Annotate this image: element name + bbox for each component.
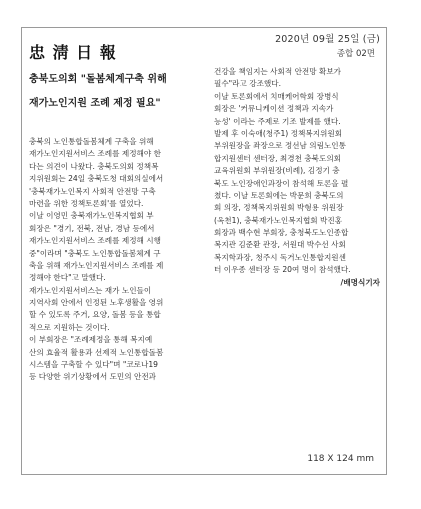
body-line: 부위원장을 좌장으로 정선남 의림노인통 bbox=[214, 141, 346, 151]
body-line: 쳤다. 이날 토론회에는 박문희 충북도의 bbox=[214, 190, 344, 200]
body-line: 중"이라며 "충북도 노인통합돌봄체계 구 bbox=[29, 248, 161, 258]
clipping-size-label: 118 X 124 mm bbox=[307, 454, 374, 464]
body-line: 회장과 백수현 부회장, 충청북도노인종합 bbox=[214, 228, 349, 238]
body-line: 다는 의견이 나왔다. 충북도의회 정책복 bbox=[29, 161, 159, 171]
newspaper-clipping bbox=[21, 27, 387, 475]
body-line: 필수"라고 강조했다. bbox=[214, 79, 282, 89]
article-column-left bbox=[29, 136, 209, 384]
body-line: 충북의 노인통합돌봄체계 구축을 위해 bbox=[29, 137, 154, 146]
body-line: 적으로 지원하는 것이다. bbox=[29, 322, 110, 332]
body-line: 건강을 책임지는 사회적 안전망 확보가 bbox=[214, 67, 342, 76]
body-line: '충북재가노인복지 사회적 안전망 구축 bbox=[29, 186, 156, 196]
body-line: 할 수 있도록 주거, 요양, 돌봄 등을 통합 bbox=[29, 310, 161, 320]
body-line: 지위원회는 24일 충북도청 대회의실에서 bbox=[29, 174, 164, 184]
headline-line-1: 충북도의회 "돌봄체계구축 위해 bbox=[29, 74, 167, 85]
body-line: 산의 효율적 활용과 선제적 노인통합돌봄 bbox=[29, 347, 164, 357]
body-line: 터 이우종 센터장 등 20여 명이 참석했다. bbox=[214, 265, 351, 275]
body-line: 북도 노인장애인과장이 참석해 토론을 펼 bbox=[214, 178, 349, 188]
body-line: 회장은 '커뮤니케이션 정책과 지속가 bbox=[214, 104, 334, 114]
body-line: 회장은 "경기, 전북, 전남, 경남 등에서 bbox=[29, 223, 155, 233]
body-line: 지역사회 안에서 인정된 노후생활을 영위 bbox=[29, 298, 164, 308]
body-line: 정해야 한다"고 말했다. bbox=[29, 273, 106, 283]
body-line: 축을 위해 재가노인지원서비스 조례를 제 bbox=[29, 260, 164, 270]
newspaper-logo: 忠 淸 日 報 bbox=[29, 43, 117, 62]
body-line: 합지원센터 센터장, 최경천 충북도의회 bbox=[214, 153, 342, 163]
publication-date: 2020년 09월 25일 (금) bbox=[275, 34, 380, 45]
headline-line-2: 재가노인지원 조례 제정 필요" bbox=[29, 98, 161, 109]
body-line: 이 부회장은 "조례제정을 통해 복지예 bbox=[29, 335, 153, 345]
reporter-byline: /배명식기자 bbox=[340, 277, 380, 287]
body-line: 회 의장, 정책복지위원회 박형용 위원장 bbox=[214, 203, 344, 213]
body-line: 교육위원회 부위원장(비례), 김정기 충 bbox=[214, 166, 340, 176]
body-line: 등 다양한 위기상황에서 도민의 안전과 bbox=[29, 372, 157, 382]
body-line: (옥천1), 충북재가노인복지협회 박진홍 bbox=[214, 215, 343, 225]
body-line: 재가노인지원서비스는 재가 노인들이 bbox=[29, 285, 152, 295]
body-line: 이날 이영민 충북재가노인복지협회 부 bbox=[29, 211, 154, 221]
body-line: 능성' 이라는 주제로 기조 발제를 했다. bbox=[214, 116, 341, 126]
body-line: 재가노인지원서비스 조례를 제정해 시행 bbox=[29, 236, 161, 246]
page-section: 종합 02면 bbox=[336, 49, 375, 59]
body-line: 마련을 위한 정책토론회'를 열었다. bbox=[29, 198, 144, 208]
body-line: 발제 후 이숙애(청주1) 정책복지위원회 bbox=[214, 128, 343, 138]
body-line: 재가노인지원서비스 조례를 제정해야 한 bbox=[29, 149, 161, 159]
body-line: 복지학과장, 청주시 독거노인통합지원센 bbox=[214, 252, 346, 262]
body-line: 이날 토론회에서 치매케어학회 장병식 bbox=[214, 91, 339, 101]
body-line: 시스템을 구축할 수 있다"며 "코로나19 bbox=[29, 360, 159, 370]
body-line: 복지관 김준환 관장, 서원대 박수선 사회 bbox=[214, 240, 346, 250]
article-column-right bbox=[214, 66, 380, 289]
